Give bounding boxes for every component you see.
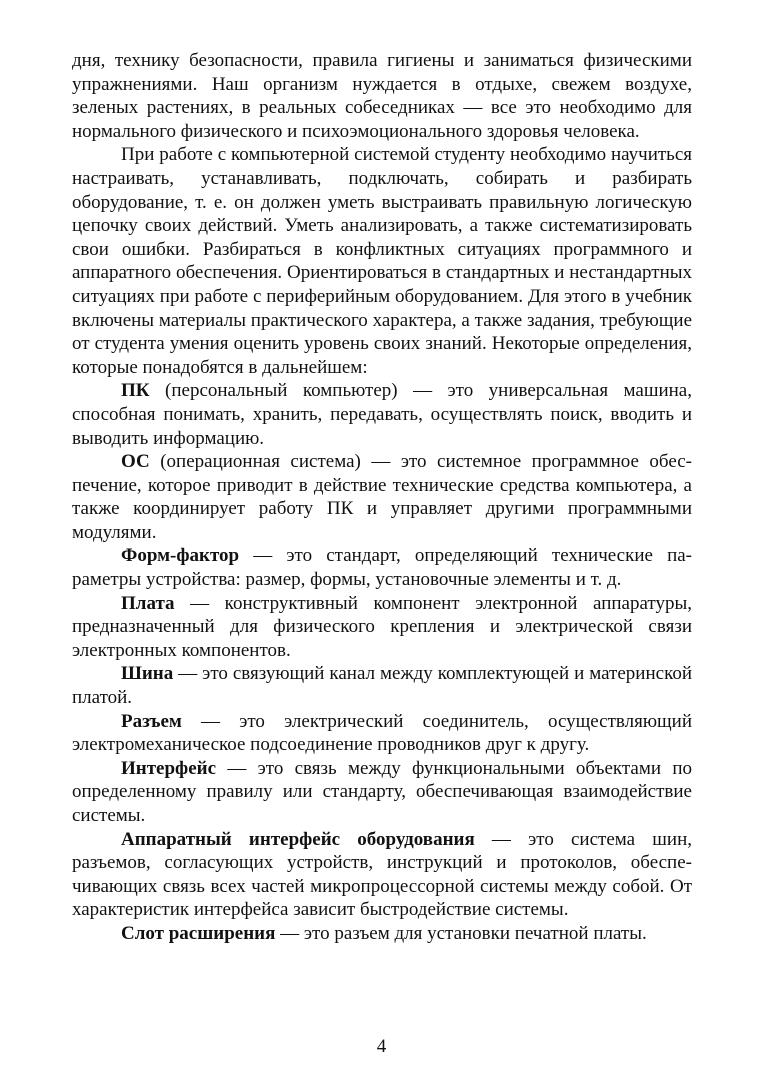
term-pk: ПК (121, 380, 150, 402)
definition-board (72, 592, 692, 663)
definition-bus-text: — это связующий канал между комплектующей и материнской платой. (72, 663, 692, 709)
definition-bus (72, 662, 692, 709)
term-bus: Шина (121, 663, 174, 685)
term-os: ОС (121, 451, 150, 473)
term-expansion-slot: Слот расширения (121, 922, 276, 944)
definition-expansion-slot-text: — это разъем для установки печатной платы. (275, 922, 647, 944)
definition-hardware-interface (72, 828, 692, 922)
definition-pk (72, 379, 692, 450)
definition-os (72, 450, 692, 544)
paragraph-intro: При работе с компьютерной системой студенту необходимо научиться настраивать, устанавливать, подключать, собирать и разбирать оборудование, т. е. он должен уметь выстраивать правильную логическую цепочку своих действий. Уметь анализировать, а также систематизировать свои ошибки. Разбираться в конфликтных ситуациях программного и аппаратного обеспечения. Ориентироваться в стандартных и нестандартных ситуациях при работе с периферийным оборудованием. Для этого в учебник включены материалы практического характера, а также задания, требующие от студента умения оценить уровень своих знаний. Некоторые определения, которые понадобятся в дальнейшем: (72, 144, 692, 378)
definition-connector-text: — это электрический соединитель, осуществляющий электромеханическое подсоединение проводников друг к другу. (72, 710, 692, 756)
definition-os-text: (операционная система) — это системное программное обеспечение, которое приводит в действие технические средства компьютера, а также координирует работу ПК и управляет другими программными модулями. (72, 451, 692, 543)
definition-interface (72, 757, 692, 828)
paragraph-continuation: дня, технику безопасности, правила гигиены и заниматься физическими упражнениями. Наш организм нуждается в отдыхе, свежем воздухе, зеленых растениях, в реальных собеседниках — все это необходимо для нормального физического и психоэмоционального здоровья человека. (72, 50, 692, 142)
page-number: 4 (376, 1036, 387, 1057)
term-connector: Разъем (121, 710, 182, 732)
definition-pk-text: (персональный компьютер) — это универсальная машина, способная понимать, хранить, передавать, осуществлять поиск, вводить и выводить информацию. (72, 380, 692, 449)
definition-hardware-interface-text: — это система шин, разъемов, согласующих устройств, инструкций и протоколов, обеспечивающих связь всех частей микропроцессорной системы между собой. От характеристик интерфейса зависит быстродействие системы. (72, 828, 692, 921)
definition-board-text: — конструктивный компонент электронной аппаратуры, предназначенный для физического крепления и электрической связи электронных компонентов. (72, 592, 692, 661)
term-hardware-interface: Аппаратный интерфейс оборудования (121, 828, 475, 850)
definition-expansion-slot (72, 922, 692, 946)
term-board: Плата (121, 592, 175, 614)
term-form-factor: Форм-фактор (121, 545, 240, 567)
page-body (72, 49, 692, 946)
definition-interface-text: — это связь между функциональными объектами по определенному правилу или стандарту, обеспечивающая взаимодействие системы. (72, 757, 692, 826)
term-interface: Интерфейс (121, 757, 217, 779)
definition-form-factor-text: — это стандарт, определяющий технические параметры устройства: размер, формы, установочные элементы и т. д. (72, 545, 692, 591)
definition-form-factor (72, 544, 692, 591)
definition-connector (72, 710, 692, 757)
